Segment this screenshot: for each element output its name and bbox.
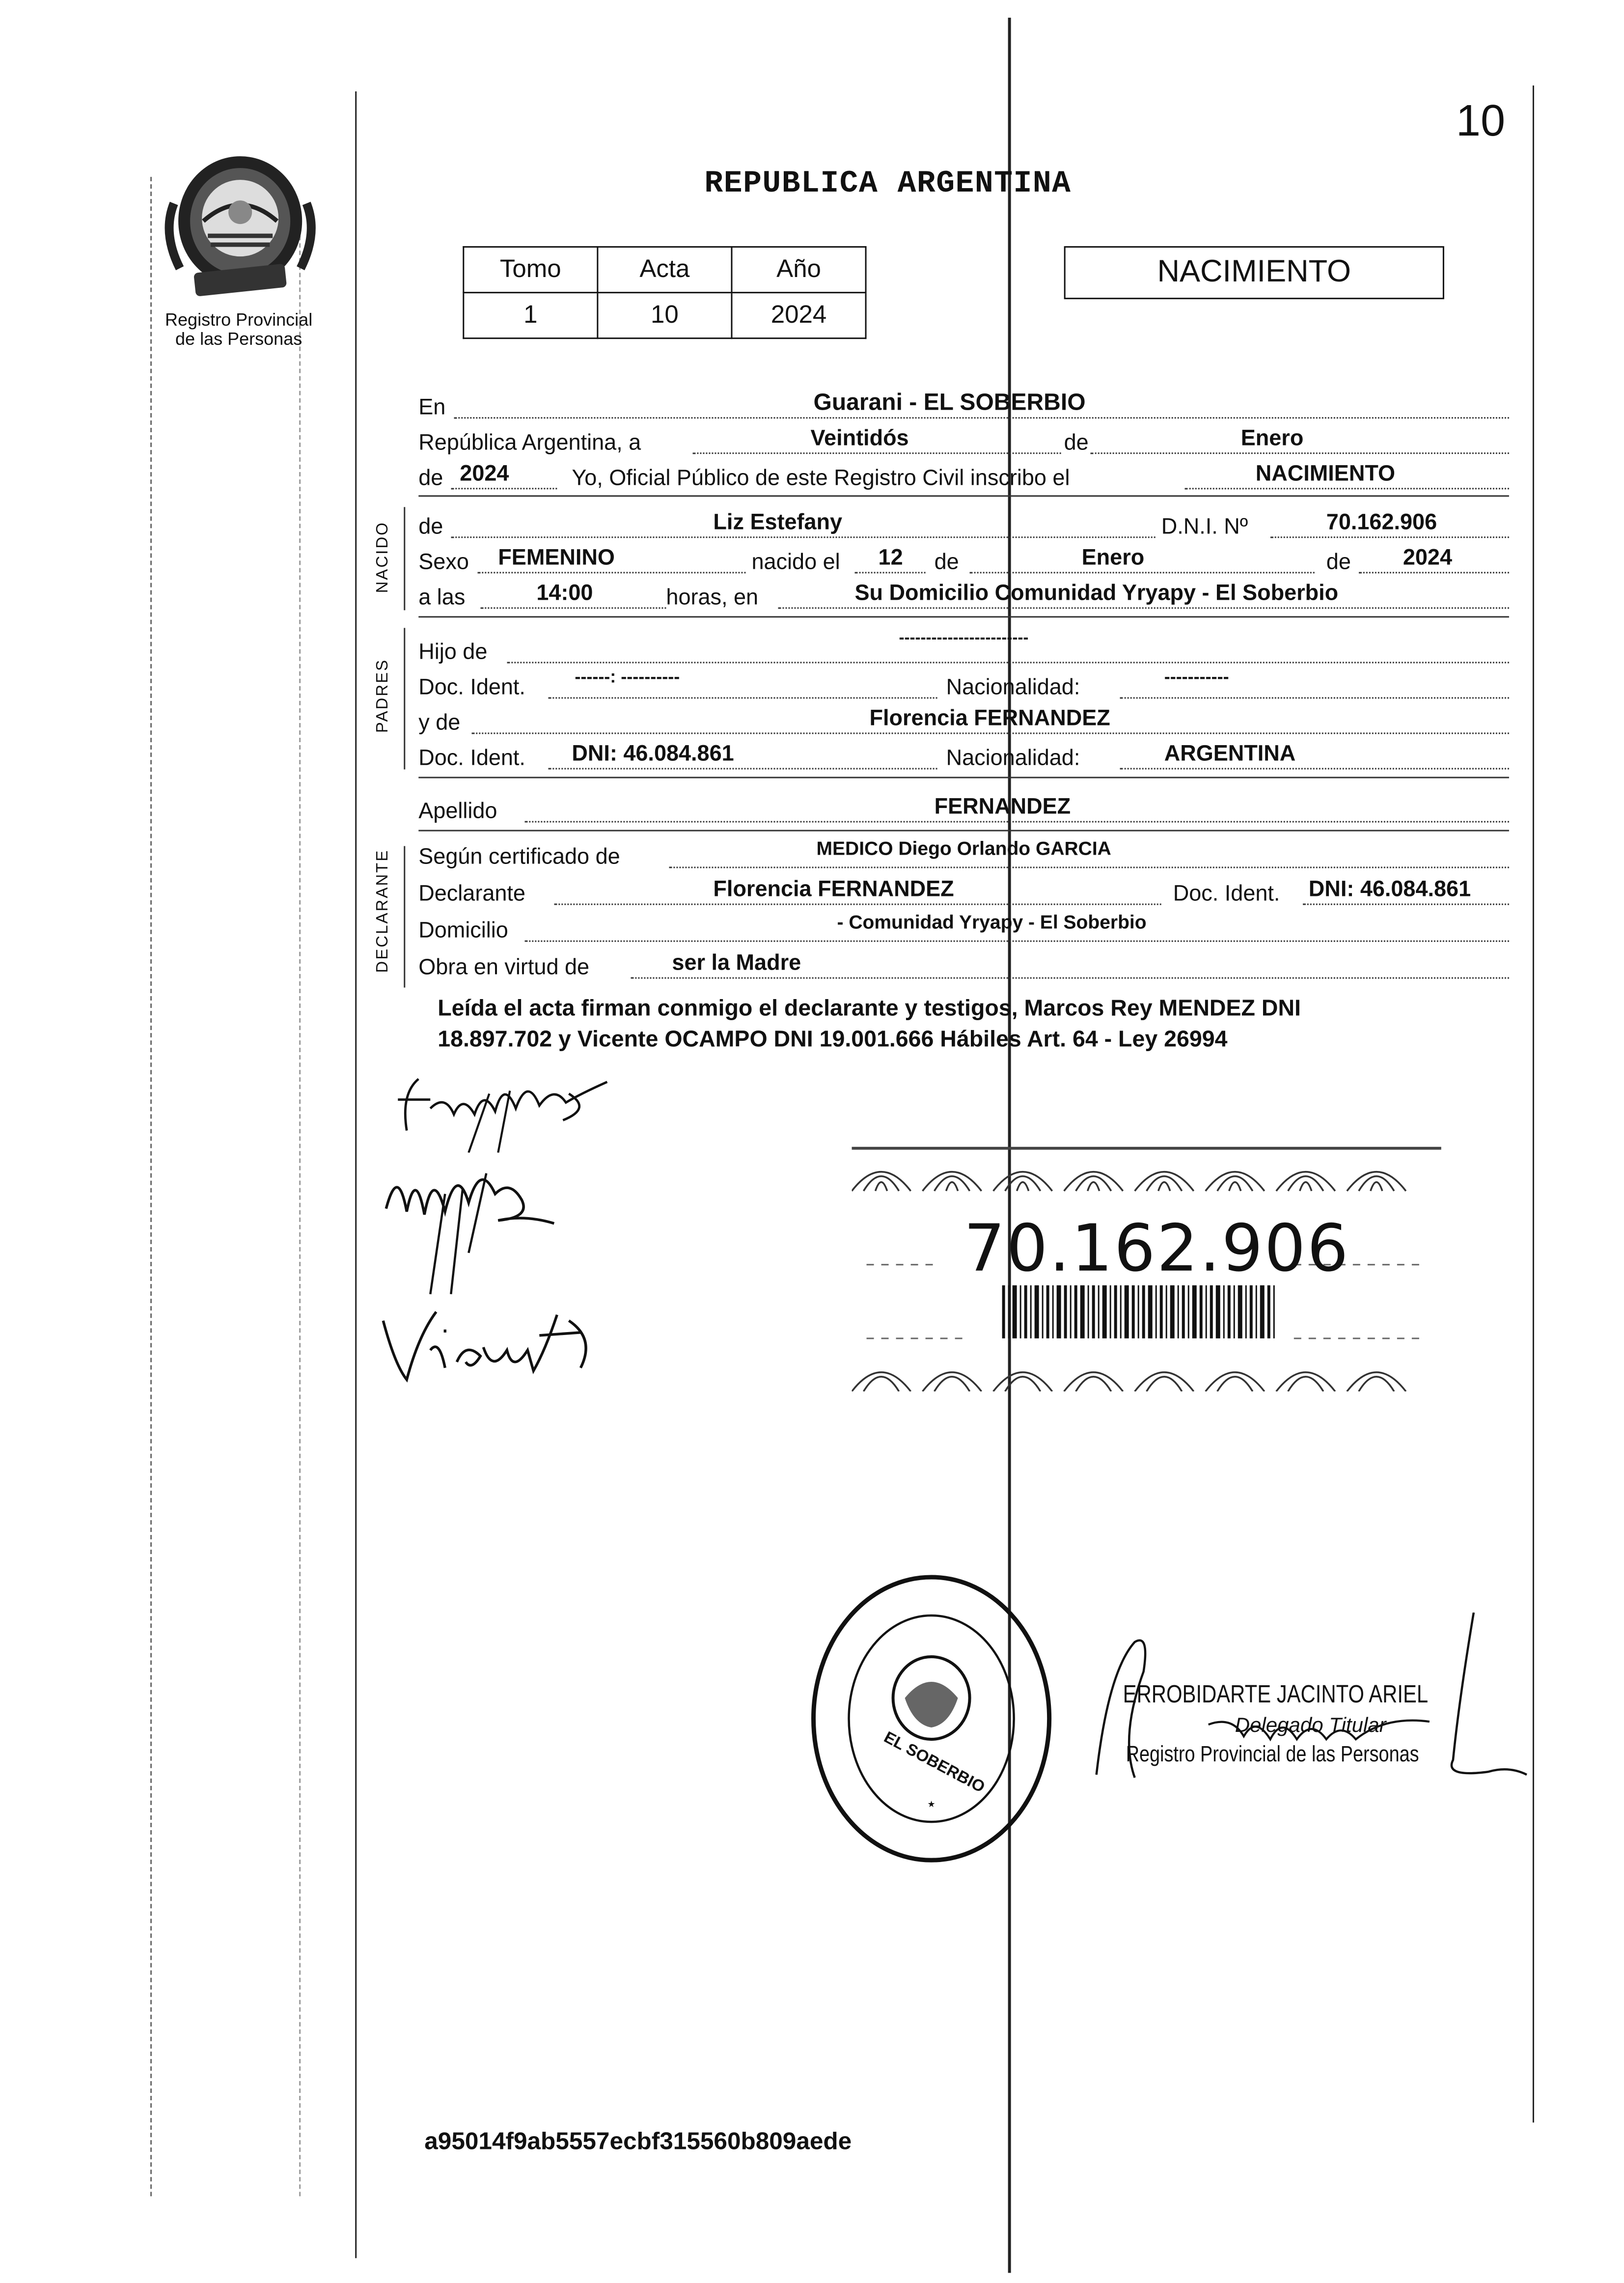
- seal-outer-caption: [826, 1539, 1046, 1540]
- line-year-registrar: [418, 461, 1509, 492]
- official-title: Delegado Titular: [1235, 1713, 1386, 1737]
- value-month: Enero: [1240, 426, 1304, 451]
- label-birth-de-year: de: [1326, 550, 1351, 575]
- line-apellido: [418, 794, 1509, 825]
- section-nacido: NACIDO: [374, 521, 392, 593]
- label-declarante-doc: Doc. Ident.: [1173, 881, 1280, 907]
- nacido-bracket: [404, 507, 405, 610]
- line-father-doc: [418, 666, 1509, 701]
- act-type-box: [1064, 246, 1444, 299]
- label-father-doc: Doc. Ident.: [418, 675, 525, 700]
- value-time: 14:00: [536, 581, 593, 606]
- act-type-label: NACIMIENTO: [1157, 255, 1351, 289]
- value-birth-month: Enero: [1081, 545, 1145, 571]
- value-father-nationality: -----------: [1164, 666, 1229, 687]
- rule-padres: [418, 777, 1509, 778]
- official-seal: [807, 1571, 1055, 1866]
- label-registrar: Yo, Oficial Público de este Registro Civil inscribo el: [572, 466, 1070, 491]
- closing-line-1: Leída el acta firman conmigo el declarante y testigos, Marcos Rey MENDEZ DNI: [438, 996, 1301, 1022]
- table-header-tomo: Tomo: [464, 247, 598, 293]
- label-mother-nationality: Nacionalidad:: [946, 746, 1080, 771]
- value-sexo: FEMENINO: [498, 545, 615, 571]
- label-y-de: y de: [418, 710, 461, 736]
- label-mother-doc: Doc. Ident.: [418, 746, 525, 771]
- right-margin-line: [1533, 85, 1535, 2122]
- registry-table: [463, 246, 866, 339]
- logo-caption-line-2: de las Personas: [175, 329, 303, 350]
- signature-witness-2: [374, 1291, 625, 1394]
- document-hash: a95014f9ab5557ecbf315560b809aede: [424, 2128, 852, 2155]
- seal-inner-text: EL SOBERBIO: [881, 1728, 988, 1797]
- official-name: ERROBIDARTE JACINTO ARIEL: [1123, 1680, 1429, 1709]
- line-en: [418, 390, 1509, 421]
- line-domicilio: [418, 911, 1509, 945]
- line-nacido-sex: [418, 545, 1509, 576]
- value-birth-year: 2024: [1403, 545, 1453, 571]
- label-de-month: de: [1064, 430, 1089, 456]
- line-certificado: [418, 837, 1509, 871]
- value-child-name: Liz Estefany: [713, 510, 843, 535]
- section-padres: PADRES: [374, 658, 392, 733]
- country-title: REPUBLICA ARGENTINA: [704, 168, 1072, 202]
- security-label: [852, 1147, 1441, 1392]
- label-a-las: a las: [418, 585, 466, 611]
- value-mother-doc: DNI: 46.084.861: [572, 741, 734, 767]
- line-hijo-de: [418, 629, 1509, 666]
- value-domicilio: - Comunidad Yryapy - El Soberbio: [837, 911, 1147, 933]
- label-certificado: Según certificado de: [418, 844, 620, 870]
- line-republica: [418, 426, 1509, 457]
- table-value-tomo: 1: [464, 293, 598, 338]
- table-header-acta: Acta: [598, 247, 732, 293]
- value-place: Guarani - EL SOBERBIO: [813, 390, 1086, 416]
- registry-seal-icon: [807, 1571, 1055, 1866]
- line-y-de: [418, 706, 1509, 737]
- value-mother-name: Florencia FERNANDEZ: [869, 706, 1110, 731]
- svg-text:★: ★: [927, 1799, 936, 1810]
- label-apellido: Apellido: [418, 799, 497, 824]
- value-declarante-name: Florencia FERNANDEZ: [713, 877, 954, 902]
- label-declarante: Declarante: [418, 881, 525, 907]
- declarante-bracket: [404, 846, 405, 988]
- left-dashed-edge-inner: [299, 221, 301, 2196]
- label-nacido-de: de: [418, 514, 443, 540]
- value-mother-nationality: ARGENTINA: [1164, 741, 1296, 767]
- label-father-nationality: Nacionalidad:: [946, 675, 1080, 700]
- misiones-coat-of-arms-icon: [159, 144, 321, 309]
- padres-bracket: [404, 628, 405, 769]
- province-logo: [159, 144, 321, 309]
- security-number: 70.162.906: [963, 1211, 1350, 1287]
- label-sexo: Sexo: [418, 550, 469, 575]
- value-child-dni: 70.162.906: [1326, 510, 1437, 535]
- line-nacido-name: [418, 510, 1509, 541]
- table-header-anio: Año: [732, 247, 866, 293]
- rule-top: [418, 495, 1509, 497]
- value-certificado: MEDICO Diego Orlando GARCIA: [816, 837, 1111, 860]
- signature-mendez-icon: [377, 1135, 569, 1297]
- label-horas: horas, en: [666, 585, 759, 611]
- value-declarante-doc: DNI: 46.084.861: [1308, 877, 1471, 902]
- section-declarante: DECLARANTE: [374, 849, 392, 973]
- official-office: Registro Provincial de las Personas: [1126, 1742, 1419, 1768]
- signature-witness-1: [377, 1135, 569, 1297]
- line-nacido-time: [418, 581, 1509, 612]
- table-value-acta: 10: [598, 293, 732, 338]
- left-margin-line: [355, 91, 357, 2258]
- line-mother-doc: [418, 741, 1509, 772]
- left-dashed-edge: [150, 177, 152, 2196]
- rule-nacido: [418, 616, 1509, 617]
- label-hijo-de: Hijo de: [418, 640, 488, 665]
- value-father-name: ------------------------: [899, 629, 1029, 647]
- label-en: En: [418, 395, 446, 420]
- line-declarante: [418, 877, 1509, 908]
- value-apellido: FERNANDEZ: [934, 794, 1071, 820]
- value-day-words: Veintidós: [810, 426, 909, 451]
- label-dni: D.N.I. Nº: [1161, 514, 1248, 540]
- value-obra: ser la Madre: [672, 950, 801, 976]
- logo-caption-line-1: Registro Provincial: [165, 309, 313, 331]
- value-year: 2024: [460, 461, 509, 487]
- fold-line: [1008, 18, 1011, 2273]
- value-father-doc: ------: ----------: [575, 666, 680, 687]
- closing-line-2: 18.897.702 y Vicente OCAMPO DNI 19.001.666 Hábiles Art. 64 - Ley 26994: [438, 1027, 1228, 1053]
- signature-vicente-icon: [374, 1291, 625, 1394]
- official-stamp: [1091, 1613, 1533, 1804]
- line-obra: [418, 950, 1509, 982]
- label-obra: Obra en virtud de: [418, 955, 590, 980]
- table-value-anio: 2024: [732, 293, 866, 338]
- value-event: NACIMIENTO: [1255, 461, 1396, 487]
- value-birth-place: Su Domicilio Comunidad Yryapy - El Soberbio: [854, 581, 1339, 606]
- label-nacido-el: nacido el: [751, 550, 840, 575]
- rule-apellido: [418, 830, 1509, 832]
- label-de-year: de: [418, 466, 443, 491]
- value-birth-day: 12: [878, 545, 903, 571]
- label-birth-de: de: [934, 550, 959, 575]
- label-domicilio: Domicilio: [418, 918, 508, 944]
- label-republica: República Argentina, a: [418, 430, 641, 456]
- page-number: 10: [1456, 97, 1506, 146]
